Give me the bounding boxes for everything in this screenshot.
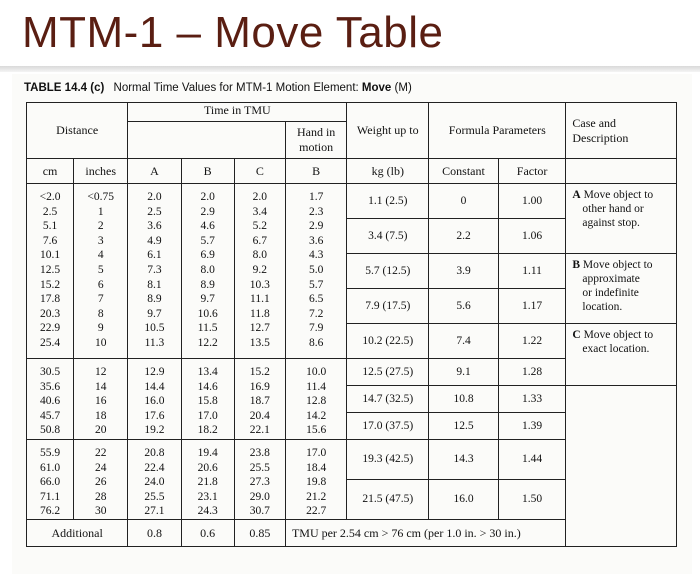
header-formula-parameters: Formula Parameters xyxy=(429,103,566,159)
constant-row-5: 7.4 xyxy=(429,324,499,359)
header-inches: inches xyxy=(74,159,128,184)
case-a-letter: A xyxy=(572,189,581,201)
factor-row-2: 1.06 xyxy=(498,219,566,254)
weight-row-3: 5.7 (12.5) xyxy=(347,254,429,289)
factor-row-4: 1.17 xyxy=(498,289,566,324)
case-a-first-line: Move object to xyxy=(583,189,654,201)
constant-row-2: 2.2 xyxy=(429,219,499,254)
header-constant: Constant xyxy=(429,159,499,184)
case-b-description xyxy=(566,254,677,324)
constant-row-10: 16.0 xyxy=(429,479,499,519)
b-group-3: 19.4 20.6 21.8 23.1 24.3 xyxy=(181,440,234,520)
hand-b-group-2: 10.0 11.4 12.8 14.2 15.6 xyxy=(285,359,346,440)
scanned-table-image xyxy=(12,74,692,574)
hand-b-group-1: 1.7 2.3 2.9 3.6 4.3 5.0 5.7 6.5 7.2 7.9 8.6 xyxy=(285,184,346,359)
factor-row-1: 1.00 xyxy=(498,184,566,219)
header-a: A xyxy=(128,159,181,184)
header-case-spacer xyxy=(566,159,677,184)
weight-row-5: 10.2 (22.5) xyxy=(347,324,429,359)
title-divider xyxy=(0,66,700,72)
case-a-description xyxy=(566,184,677,254)
case-c-rest: exact location. xyxy=(582,343,650,355)
inches-group-3: 22 24 26 28 30 xyxy=(74,440,128,520)
a-group-3: 20.8 22.4 24.0 25.5 27.1 xyxy=(128,440,181,520)
constant-row-8: 12.5 xyxy=(429,413,499,440)
additional-b: 0.6 xyxy=(181,519,234,546)
cm-group-2: 30.5 35.6 40.6 45.7 50.8 xyxy=(27,359,74,440)
table-caption xyxy=(24,82,412,94)
case-c-first-line: Move object to xyxy=(583,329,654,341)
caption-text: Normal Time Values for MTM-1 Motion Element: xyxy=(113,82,359,94)
case-a-rest: other hand or against stop. xyxy=(582,203,644,229)
case-b-letter: B xyxy=(572,259,581,271)
constant-row-3: 3.9 xyxy=(429,254,499,289)
case-c-description xyxy=(566,324,677,386)
header-time-spacer xyxy=(128,122,286,159)
cm-group-1: <2.0 2.5 5.1 7.6 10.1 12.5 15.2 17.8 20.3 22.9 25.4 xyxy=(27,184,74,359)
header-factor: Factor xyxy=(498,159,566,184)
weight-row-1: 1.1 (2.5) xyxy=(347,184,429,219)
case-b-rest: approximate or indefinite location. xyxy=(582,273,640,313)
additional-c: 0.85 xyxy=(234,519,285,546)
move-table xyxy=(26,102,677,547)
header-case-description: Case and Description xyxy=(566,103,677,159)
constant-row-7: 10.8 xyxy=(429,386,499,413)
case-c-letter: C xyxy=(572,329,581,341)
caption-bold: Move xyxy=(361,82,392,94)
inches-group-2: 12 14 16 18 20 xyxy=(74,359,128,440)
b-group-2: 13.4 14.6 15.8 17.0 18.2 xyxy=(181,359,234,440)
a-group-2: 12.9 14.4 16.0 17.6 19.2 xyxy=(128,359,181,440)
weight-row-10: 21.5 (47.5) xyxy=(347,479,429,519)
factor-row-3: 1.11 xyxy=(498,254,566,289)
hand-b-group-3: 17.0 18.4 19.8 21.2 22.7 xyxy=(285,440,346,520)
header-hand-b: B xyxy=(285,159,346,184)
factor-row-5: 1.22 xyxy=(498,324,566,359)
header-weight-up-to: Weight up to xyxy=(347,103,429,159)
header-hand-in-motion: Hand in motion xyxy=(285,122,346,159)
caption-suffix: (M) xyxy=(394,82,412,94)
factor-row-7: 1.33 xyxy=(498,386,566,413)
slide-title: MTM-1 – Move Table xyxy=(22,8,444,57)
constant-row-6: 9.1 xyxy=(429,359,499,386)
b-group-1: 2.0 2.9 4.6 5.7 6.9 8.0 8.9 9.7 10.6 11.5 12.2 xyxy=(181,184,234,359)
c-group-1: 2.0 3.4 5.2 6.7 8.0 9.2 10.3 11.1 11.8 12.7 13.5 xyxy=(234,184,285,359)
additional-a: 0.8 xyxy=(128,519,181,546)
constant-row-9: 14.3 xyxy=(429,440,499,480)
constant-row-4: 5.6 xyxy=(429,289,499,324)
weight-row-4: 7.9 (17.5) xyxy=(347,289,429,324)
header-cm: cm xyxy=(27,159,74,184)
weight-row-2: 3.4 (7.5) xyxy=(347,219,429,254)
weight-row-8: 17.0 (37.5) xyxy=(347,413,429,440)
case-b-first-line: Move object to xyxy=(582,259,653,271)
header-kg-lb: kg (lb) xyxy=(347,159,429,184)
c-group-3: 23.8 25.5 27.3 29.0 30.7 xyxy=(234,440,285,520)
c-group-2: 15.2 16.9 18.7 20.4 22.1 xyxy=(234,359,285,440)
inches-group-1: <0.75 1 2 3 4 5 6 7 8 9 10 xyxy=(74,184,128,359)
header-b: B xyxy=(181,159,234,184)
cm-group-3: 55.9 61.0 66.0 71.1 76.2 xyxy=(27,440,74,520)
factor-row-8: 1.39 xyxy=(498,413,566,440)
additional-note: TMU per 2.54 cm > 76 cm (per 1.0 in. > 30 in.) xyxy=(285,519,676,546)
factor-row-6: 1.28 xyxy=(498,359,566,386)
constant-row-1: 0 xyxy=(429,184,499,219)
header-c: C xyxy=(234,159,285,184)
weight-row-9: 19.3 (42.5) xyxy=(347,440,429,480)
factor-row-9: 1.44 xyxy=(498,440,566,480)
header-time-in-tmu: Time in TMU xyxy=(128,103,347,122)
a-group-1: 2.0 2.5 3.6 4.9 6.1 7.3 8.1 8.9 9.7 10.5 11.3 xyxy=(128,184,181,359)
weight-row-7: 14.7 (32.5) xyxy=(347,386,429,413)
additional-label: Additional xyxy=(27,519,128,546)
caption-label: TABLE 14.4 (c) xyxy=(24,82,105,94)
header-distance: Distance xyxy=(27,103,128,159)
weight-row-6: 12.5 (27.5) xyxy=(347,359,429,386)
factor-row-10: 1.50 xyxy=(498,479,566,519)
